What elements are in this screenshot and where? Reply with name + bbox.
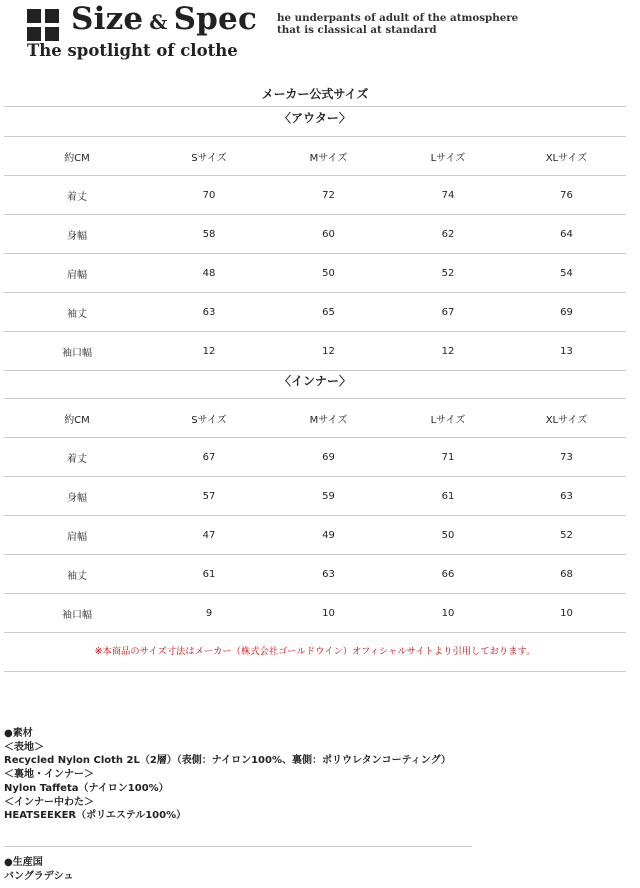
material-line: ＜表地＞ <box>4 741 44 753</box>
origin-country: バングラデシュ <box>4 870 74 882</box>
material-line: ＜インナー中わた＞ <box>4 796 94 808</box>
measurement-value: 72 <box>268 176 389 215</box>
measurement-value: 64 <box>507 215 626 254</box>
table-row <box>4 293 626 332</box>
inner-section-title: 〈インナー〉 <box>4 370 626 398</box>
size-source-note: ※本商品のサイズ寸法はメーカー（株式会社ゴールドウイン）オフィシャルサイトより引用しております。 <box>4 632 626 672</box>
measurement-value: 60 <box>268 215 389 254</box>
measurement-label: 着丈 <box>4 438 150 477</box>
measurement-value: 13 <box>507 332 626 371</box>
measurement-label: 肩幅 <box>4 254 150 293</box>
table-row <box>4 254 626 293</box>
column-header: Sサイズ <box>150 137 268 176</box>
measurement-value: 52 <box>507 516 626 555</box>
measurement-value: 67 <box>150 438 268 477</box>
measurement-label: 袖丈 <box>4 555 150 594</box>
column-header: Sサイズ <box>150 399 268 438</box>
table-header-row <box>4 137 626 176</box>
measurement-value: 12 <box>268 332 389 371</box>
material-heading: ●素材 <box>4 728 33 739</box>
measurement-label: 袖口幅 <box>4 332 150 371</box>
column-header: Mサイズ <box>268 399 389 438</box>
inner-size-table <box>4 398 626 632</box>
column-header: 約CM <box>4 399 150 438</box>
origin-heading: ●生産国 <box>4 857 43 868</box>
brand-tagline: he underpants of adult of the atmosphere that is classical at standard <box>277 12 519 36</box>
measurement-value: 61 <box>389 477 507 516</box>
logo-squares-icon <box>27 9 59 41</box>
measurement-value: 52 <box>389 254 507 293</box>
column-header: Lサイズ <box>389 137 507 176</box>
measurement-value: 57 <box>150 477 268 516</box>
column-header: Mサイズ <box>268 137 389 176</box>
material-line: Nylon Taffeta（ナイロン100%） <box>4 782 169 794</box>
measurement-value: 62 <box>389 215 507 254</box>
measurement-value: 76 <box>507 176 626 215</box>
column-header: XLサイズ <box>507 137 626 176</box>
measurement-value: 66 <box>389 555 507 594</box>
logo-title: Size & Spec <box>71 1 258 37</box>
measurement-value: 50 <box>389 516 507 555</box>
measurement-value: 54 <box>507 254 626 293</box>
measurement-value: 47 <box>150 516 268 555</box>
measurement-value: 12 <box>389 332 507 371</box>
measurement-label: 身幅 <box>4 215 150 254</box>
table-row <box>4 516 626 555</box>
column-header: XLサイズ <box>507 399 626 438</box>
measurement-value: 71 <box>389 438 507 477</box>
measurement-value: 10 <box>268 594 389 633</box>
table-header-row <box>4 399 626 438</box>
table-row <box>4 438 626 477</box>
material-line: HEATSEEKER（ポリエステル100%） <box>4 810 187 822</box>
measurement-value: 12 <box>150 332 268 371</box>
measurement-value: 49 <box>268 516 389 555</box>
measurement-value: 74 <box>389 176 507 215</box>
table-row <box>4 332 626 371</box>
measurement-value: 48 <box>150 254 268 293</box>
outer-size-table <box>4 136 626 370</box>
measurement-value: 63 <box>150 293 268 332</box>
section-divider <box>4 846 472 847</box>
table-row <box>4 477 626 516</box>
measurement-value: 59 <box>268 477 389 516</box>
measurement-label: 着丈 <box>4 176 150 215</box>
logo-subtitle: The spotlight of clothe <box>27 41 238 60</box>
table-row <box>4 555 626 594</box>
measurement-label: 身幅 <box>4 477 150 516</box>
material-section <box>4 727 451 823</box>
measurement-value: 70 <box>150 176 268 215</box>
measurement-value: 9 <box>150 594 268 633</box>
outer-section-title: 〈アウター〉 <box>4 106 626 136</box>
material-line: ＜裏地・インナー＞ <box>4 769 94 781</box>
origin-section <box>4 856 73 883</box>
measurement-value: 61 <box>150 555 268 594</box>
measurement-value: 63 <box>507 477 626 516</box>
column-header: Lサイズ <box>389 399 507 438</box>
measurement-value: 50 <box>268 254 389 293</box>
measurement-value: 10 <box>507 594 626 633</box>
material-line: Recycled Nylon Cloth 2L（2層）（表側：ナイロン100%、裏側：ポリウレタンコーティング） <box>4 755 451 767</box>
measurement-value: 10 <box>389 594 507 633</box>
measurement-value: 63 <box>268 555 389 594</box>
measurement-label: 袖丈 <box>4 293 150 332</box>
table-row <box>4 215 626 254</box>
size-chart <box>4 82 626 672</box>
measurement-value: 73 <box>507 438 626 477</box>
table-row <box>4 594 626 633</box>
measurement-label: 肩幅 <box>4 516 150 555</box>
brand-header <box>0 0 640 70</box>
measurement-label: 袖口幅 <box>4 594 150 633</box>
measurement-value: 67 <box>389 293 507 332</box>
column-header: 約CM <box>4 137 150 176</box>
measurement-value: 69 <box>507 293 626 332</box>
size-chart-title: メーカー公式サイズ <box>261 87 369 101</box>
measurement-value: 58 <box>150 215 268 254</box>
table-row <box>4 176 626 215</box>
measurement-value: 68 <box>507 555 626 594</box>
measurement-value: 65 <box>268 293 389 332</box>
measurement-value: 69 <box>268 438 389 477</box>
